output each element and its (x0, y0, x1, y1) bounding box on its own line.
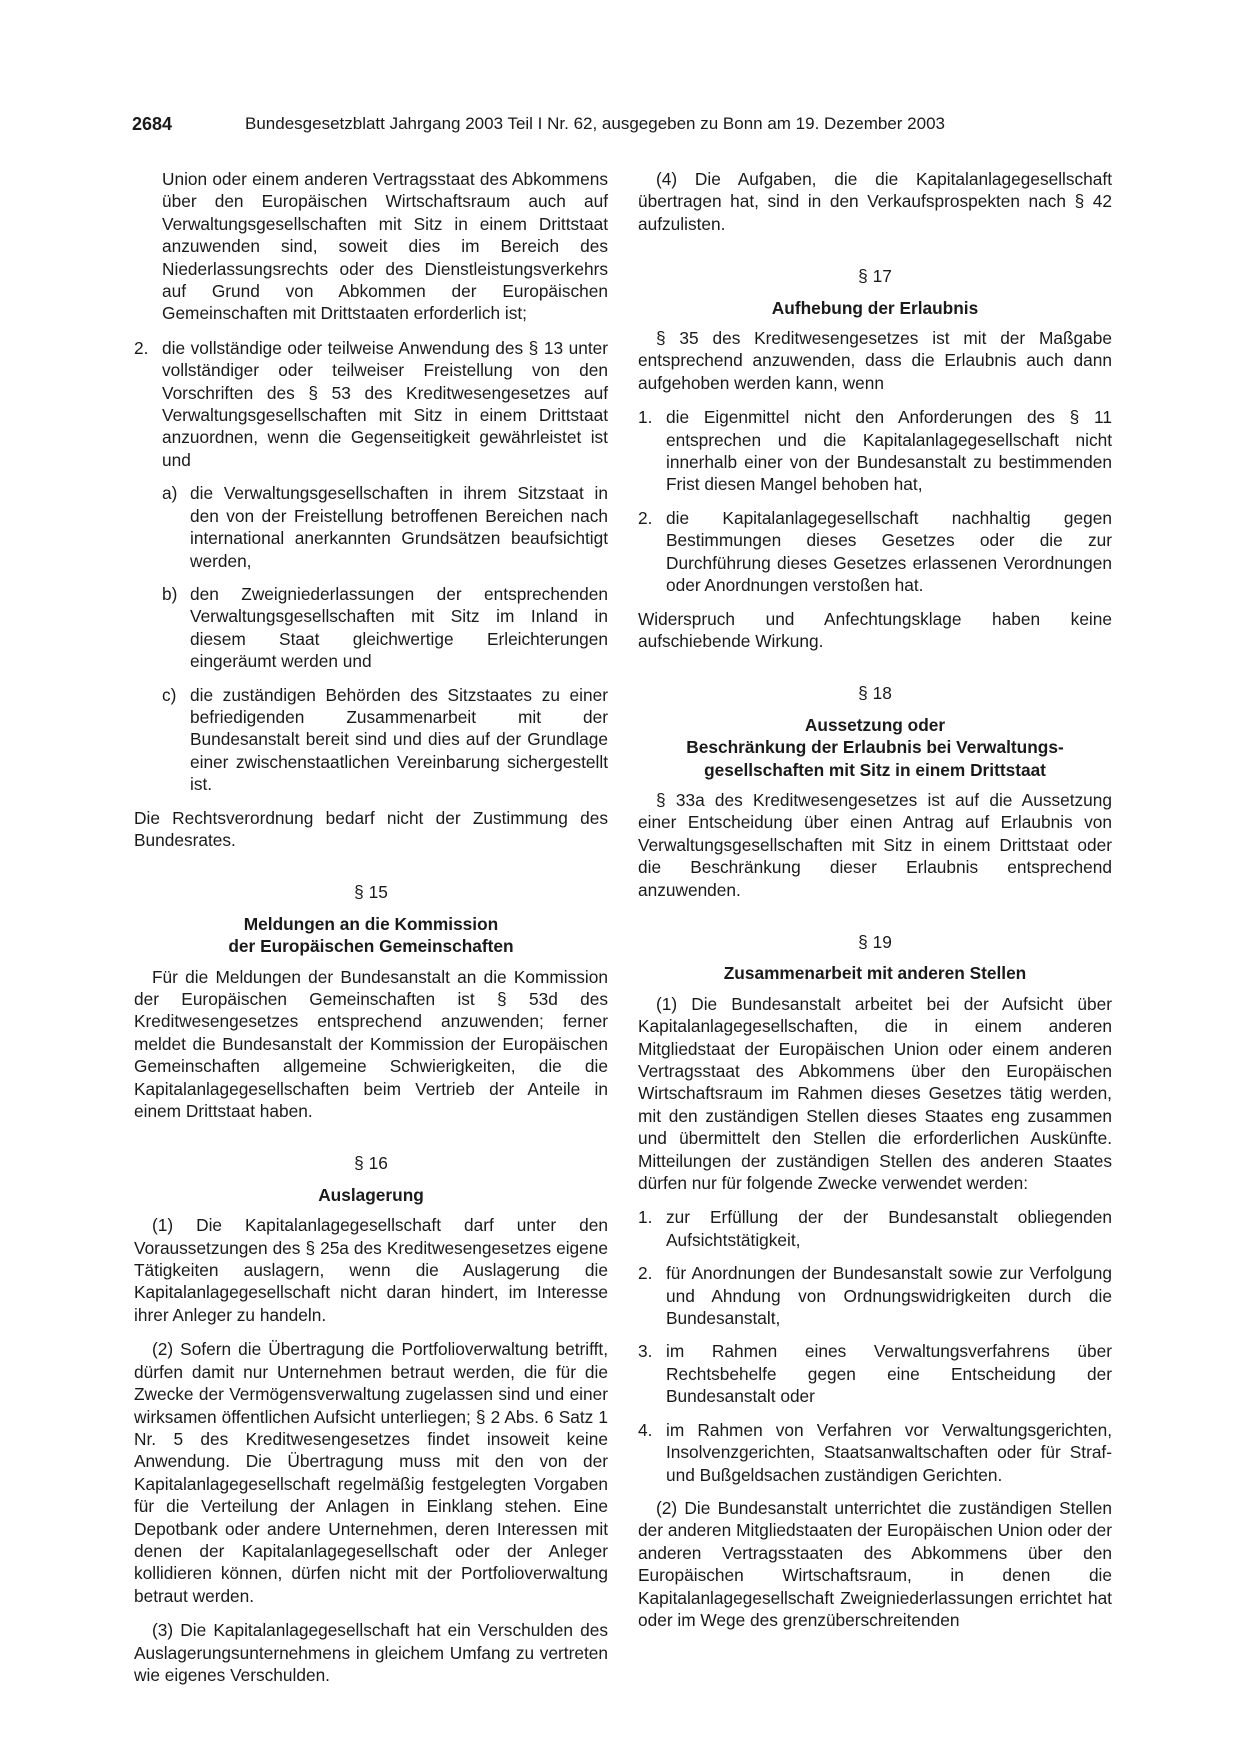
list-text: zur Erfüllung der der Bundesanstalt obliegenden Aufsichtstätigkeit, (666, 1207, 1112, 1250)
paragraph: (2) Die Bundesanstalt unterrichtet die zuständigen Stellen der anderen Mitgliedstaaten der Europäischen Union oder der anderen Vertragsstaaten des Abkommens über den Europäischen Wirtschaftsraum, in denen die Kapitalanlagegesellschaft Zweigniederlassungen errichtet hat oder im Wege des grenzüberschreitenden (638, 1497, 1112, 1630)
list-number: 2. (638, 1263, 653, 1284)
section-number: § 17 (858, 266, 892, 287)
list-number: 1. (638, 407, 653, 428)
paragraph: (2) Sofern die Übertragung die Portfolioverwaltung betrifft, dürfen damit nur Unternehmen betraut werden, die für die Zwecke der Vermögensverwaltung zugelassen sind und einer wirksamen öffentlichen Aufsicht unterliegen; § 2 Abs. 6 Satz 1 Nr. 5 des Kreditwesengesetzes findet insoweit keine Anwendung. Die Übertragung muss mit den von der Kapitalanlagegesellschaft regelmäßig festgelegten Vorgaben für die Verteilung der Anlagen in Einklang stehen. Eine Depotbank oder andere Unternehmen, deren Interessen mit denen der Kapitalanlagegesellschaft oder der Anleger kollidieren können, dürfen nicht mit der Portfolioverwaltung betraut werden. (134, 1339, 608, 1606)
list-text: die Kapitalanlagegesellschaft nachhaltig gegen Bestimmungen dieses Gesetzes oder die zur Durchführung dieses Gesetzes erlassenen Verordnungen oder Anordnungen verstoßen hat. (666, 507, 1112, 596)
page-number: 2684 (132, 114, 173, 134)
list-letter: a) (162, 483, 178, 504)
list-item (638, 1340, 1112, 1407)
list-number: 2. (638, 507, 653, 528)
list-text: die vollständige oder teilweise Anwendung des § 13 unter vollständiger oder teilweiser Freistellung von den Vorschriften des § 53 des Kreditwesengesetzes auf Verwaltungsgesellschaften mit Sitz in einem Drittstaat anzuordnen, wenn die Gegenseitigkeit gewährleistet ist und (162, 337, 608, 470)
sub-list-item (162, 684, 608, 796)
section-title-line: Aussetzung oder (804, 714, 946, 735)
list-text: die Verwaltungsgesellschaften in ihrem Sitzstaat in den von der Freistellung betroffenen Bereichen nach international anerkannten Grundsätzen beaufsichtigt werden, (190, 483, 608, 571)
paragraph: (4) Die Aufgaben, die die Kapitalanlagegesellschaft übertragen hat, sind in den Verkaufsprospekten nach § 42 aufzulisten. (638, 169, 1112, 234)
paragraph: (1) Die Bundesanstalt arbeitet bei der Aufsicht über Kapitalanlagegesellschaften, die in einem anderen Mitgliedstaat der Europäischen Union oder einem anderen Vertragsstaat des Abkommens über den Europäischen Wirtschaftsraum im Rahmen dieses Gesetzes tätig werden, mit den zuständigen Stellen dieses Staates eng zusammen und übermittelt den Stellen die erforderlichen Auskünfte. Mitteilungen der zuständigen Stellen des anderen Staates dürfen nur für folgende Zwecke verwendet werden: (638, 993, 1112, 1194)
list-item (638, 1419, 1112, 1486)
section-title (638, 714, 1112, 781)
list-number: 4. (638, 1419, 653, 1440)
section-number: § 19 (858, 931, 892, 952)
list-text: für Anordnungen der Bundesanstalt sowie zur Verfolgung und Ahndung von Ordnungswidrigkeiten durch die Bundesanstalt, (666, 1263, 1112, 1329)
paragraph: Die Rechtsverordnung bedarf nicht der Zustimmung des Bundesrates. (134, 807, 608, 850)
paragraph: (3) Die Kapitalanlagegesellschaft hat ein Verschulden des Auslagerungsunternehmens in gleichem Umfang zu vertreten wie eigenes Verschulden. (134, 1620, 608, 1685)
running-title: Bundesgesetzblatt Jahrgang 2003 Teil I Nr. 62, ausgegeben zu Bonn am 19. Dezember 2003 (245, 114, 945, 133)
paragraph: (1) Die Kapitalanlagegesellschaft darf unter den Voraussetzungen des § 25a des Kreditwesengesetzes eigene Tätigkeiten auslagern, wenn die Auslagerung die Kapitalanlagegesellschaft nicht daran hindert, im Interesse ihrer Anleger zu handeln. (134, 1215, 608, 1325)
list-item (134, 337, 608, 471)
list-text: im Rahmen von Verfahren vor Verwaltungsgerichten, Insolvenzgerichten, Staatsanwaltschaften oder für Straf- und Bußgeldsachen zuständigen Gerichten. (666, 1419, 1112, 1485)
paragraph: Für die Meldungen der Bundesanstalt an die Kommission der Europäischen Gemeinschaften ist § 53d des Kreditwesengesetzes entsprechend anzuwenden; ferner meldet die Bundesanstalt der Kommission der Europäischen Gemeinschaften allgemeine Schwierigkeiten, die die Kapitalanlagegesellschaften beim Vertrieb der Anteile in einem Drittstaat haben. (134, 966, 608, 1122)
list-text: den Zweigniederlassungen der entsprechenden Verwaltungsgesellschaften mit Sitz im Inland in diesem Staat gleichwertige Erleichterungen eingeräumt werden und (190, 583, 608, 672)
list-letter: b) (162, 583, 178, 604)
list-text: im Rahmen eines Verwaltungsverfahrens über Rechtsbehelfe gegen eine Entscheidung der Bundesanstalt oder (666, 1341, 1112, 1407)
section-title-line: Meldungen an die Kommission (243, 913, 499, 934)
list-text: die Eigenmittel nicht den Anforderungen des § 11 entsprechen und die Kapitalanlagegesellschaft nicht innerhalb einer von der Bundesanstalt zu bestimmenden Frist diesen Mangel behoben hat, (666, 407, 1112, 495)
left-column (134, 168, 608, 1686)
paragraph: § 33a des Kreditwesengesetzes ist auf die Aussetzung einer Entscheidung über einen Antrag auf Erlaubnis von Verwaltungsgesellschaften mit Sitz in einem Drittstaat oder die Beschränkung dieser Erlaubnis entsprechend anzuwenden. (638, 789, 1112, 900)
section-number: § 16 (354, 1153, 388, 1174)
sub-list-item (162, 583, 608, 673)
paragraph: § 35 des Kreditwesengesetzes ist mit der Maßgabe entsprechend anzuwenden, dass die Erlaubnis auch dann aufgehoben werden kann, wenn (638, 328, 1112, 393)
section-title: Auslagerung (318, 1184, 424, 1205)
paragraph: Widerspruch und Anfechtungsklage haben keine aufschiebende Wirkung. (638, 608, 1112, 651)
sub-list-item (162, 482, 608, 572)
list-item (638, 1262, 1112, 1329)
right-column (638, 168, 1112, 1631)
section-title: Aufhebung der Erlaubnis (771, 297, 979, 318)
page-header (132, 111, 1112, 137)
section-title-line: der Europäischen Gemeinschaften (228, 936, 514, 957)
list-number: 1. (638, 1207, 653, 1228)
list-number: 3. (638, 1341, 653, 1362)
section-title-line: Beschränkung der Erlaubnis bei Verwaltungs- (686, 737, 1064, 758)
list-number: 2. (134, 337, 149, 358)
paragraph: Union oder einem anderen Vertragsstaat des Abkommens über den Europäischen Wirtschaftsraum auch auf Verwaltungsgesellschaften mit Sitz in einem Drittstaat anzuwenden sind, soweit dies im Bereich des Niederlassungsrechts oder des Dienstleistungsverkehrs auf Grund von Abkommen der Europäischen Gemeinschaften mit Drittstaaten erforderlich ist; (162, 169, 608, 324)
list-text: die zuständigen Behörden des Sitzstaates zu einer befriedigenden Zusammenarbeit mit der Bundesanstalt bereit sind und dies auf der Grundlage einer zwischenstaatlichen Vereinbarung sichergestellt ist. (190, 684, 608, 795)
section-title: Zusammenarbeit mit anderen Stellen (723, 963, 1027, 984)
list-item (638, 507, 1112, 597)
list-item (638, 1206, 1112, 1251)
section-number: § 18 (858, 683, 892, 704)
section-title-line: gesellschaften mit Sitz in einem Drittstaat (704, 759, 1046, 780)
section-number: § 15 (354, 882, 388, 903)
section-title (134, 913, 608, 958)
list-item (638, 406, 1112, 496)
list-letter: c) (162, 684, 177, 705)
